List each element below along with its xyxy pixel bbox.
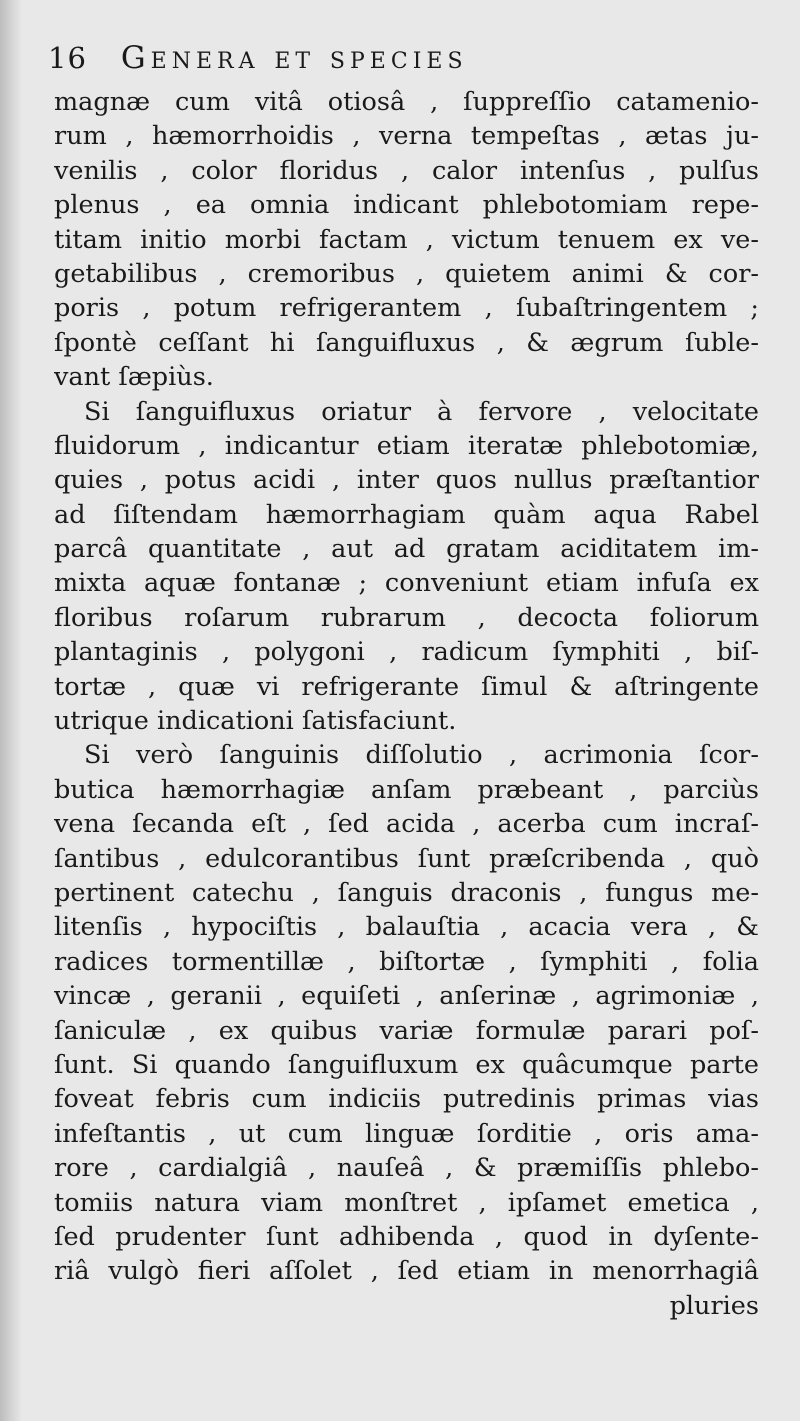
paragraph-start-line: Si ſanguifluxus oriatur à fervore , velocitate [84,396,759,427]
text-line: quies , potus acidi , inter quos nullus præſtantior [54,465,759,496]
paragraph-start-line: Si verò ſanguinis diſſolutio , acrimonia ſcor- [84,740,759,771]
catchword: pluries [669,1290,759,1321]
text-line: poris , potum refrigerantem , ſubaſtringentem ; [54,293,759,324]
page-number: 16 [48,41,87,75]
text-line: butica hæmorrhagiæ anſam præbeant , parciùs [54,774,759,805]
text-line: floribus roſarum rubrarum , decocta foliorum [54,602,759,633]
text-line: ſpontè ceſſant hi ſanguifluxus , & ægrum ſuble- [54,327,759,358]
text-line: tomiis natura viam monſtret , ipſamet emetica , [54,1187,759,1218]
text-line: vena ſecanda eſt , ſed acida , acerba cum incraſ- [54,809,759,840]
text-line: foveat febris cum indiciis putredinis primas vias [54,1084,759,1115]
text-line: magnæ cum vitâ otiosâ , ſuppreſſio catamenio- [54,87,759,117]
text-line: ſaniculæ , ex quibus variæ formulæ parari poſ- [54,1015,759,1046]
text-line: rore , cardialgiâ , nauſeâ , & præmiſſis phlebo- [54,1153,759,1184]
text-line: infeſtantis , ut cum linguæ ſorditie , oris ama- [54,1118,759,1149]
body-text [54,85,759,1323]
running-title: Genera et species [120,40,468,76]
text-line: titam initio morbi factam , victum tenuem ex ve- [54,224,759,255]
text-line: ad ſiſtendam hæmorrhagiam quàm aqua Rabel [54,499,759,530]
page-header [48,40,748,88]
text-line: ſantibus , edulcorantibus ſunt præſcribenda , quò [54,843,759,874]
text-line: vincæ , geranii , equiſeti , anſerinæ , agrimoniæ , [54,981,759,1012]
text-line: venilis , color floridus , calor intenſus , pulſus [54,155,759,186]
text-line: litenſis , hypociſtis , balauſtia , acacia vera , & [54,912,759,943]
text-line: fluidorum , indicantur etiam iteratæ phlebotomiæ, [54,430,759,461]
text-line: plenus , ea omnia indicant phlebotomiam repe- [54,190,759,221]
text-line: ſunt. Si quando ſanguifluxum ex quâcumque parte [54,1049,759,1080]
text-line: riâ vulgò fieri aſſolet , ſed etiam in menorrhagiâ [54,1256,759,1287]
text-line: parcâ quantitate , aut ad gratam aciditatem im- [54,534,759,565]
text-line: rum , hæmorrhoidis , verna tempeſtas , ætas ju- [54,121,759,152]
text-line: mixta aquæ fontanæ ; conveniunt etiam infuſa ex [54,568,759,599]
text-line: radices tormentillæ , biſtortæ , ſymphiti , folia [54,946,759,977]
text-line: getabilibus , cremoribus , quietem animi & cor- [54,258,759,289]
text-line: vant ſæpiùs. [54,362,214,393]
text-line: tortæ , quæ vi refrigerante ſimul & aſtringente [54,671,759,702]
page-edge-shadow [0,0,22,1421]
text-line: utrique indicationi ſatisfaciunt. [54,706,457,737]
text-line: pertinent catechu , ſanguis draconis , fungus me- [54,877,759,908]
text-line: ſed prudenter ſunt adhibenda , quod in dyſente- [54,1221,759,1252]
text-line: plantaginis , polygoni , radicum ſymphiti , biſ- [54,637,759,668]
